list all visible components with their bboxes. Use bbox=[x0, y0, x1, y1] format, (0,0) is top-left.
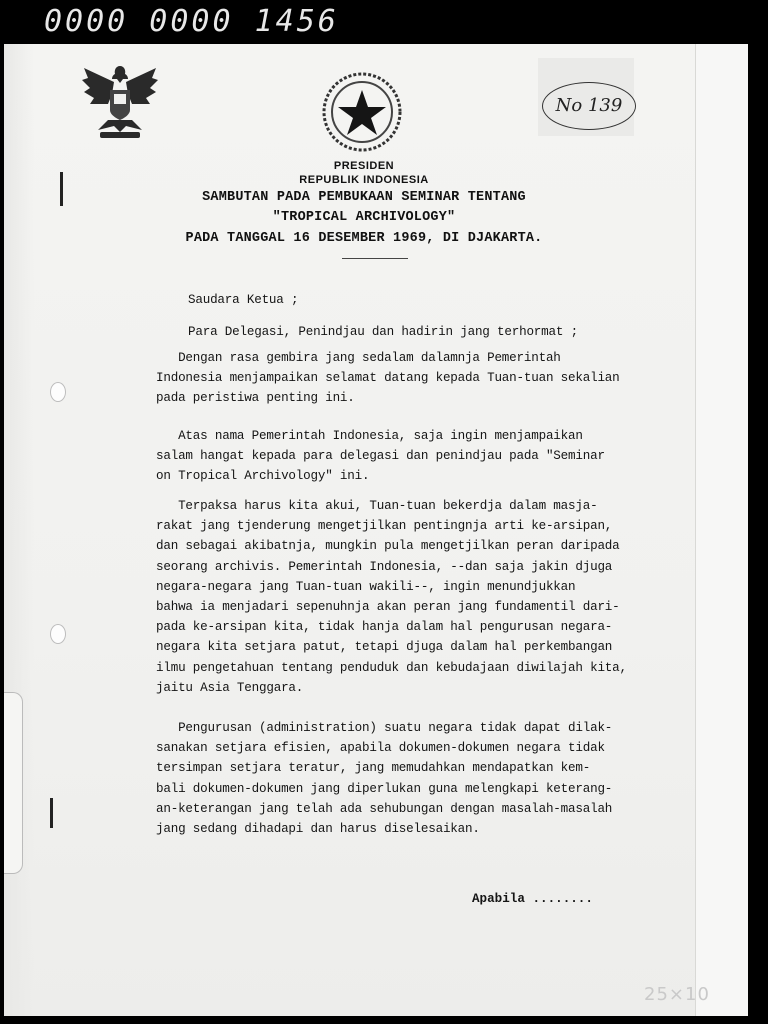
salutation bbox=[188, 322, 648, 342]
film-header bbox=[0, 0, 768, 44]
paragraph-line: ilmu pengetahuan tentang penduduk dan kebudajaan diwilajah kita, bbox=[156, 660, 627, 675]
paragraph-line: Terpaksa harus kita akui, Tuan-tuan bekerdja dalam masja- bbox=[156, 499, 598, 513]
speech-title-line1: SAMBUTAN PADA PEMBUKAAN SEMINAR TENTANG bbox=[202, 190, 526, 205]
presidential-star-seal-icon bbox=[320, 70, 404, 154]
paragraph-line: negara-negara jang Tuan-tuan wakili--, ingin menundjukkan bbox=[156, 579, 576, 594]
film-bottom-band bbox=[0, 1016, 768, 1024]
paragraph bbox=[156, 348, 620, 409]
paragraph bbox=[156, 496, 627, 698]
office-line-republik: REPUBLIK INDONESIA bbox=[299, 174, 429, 186]
office-line-presiden: PRESIDEN bbox=[333, 160, 395, 172]
binder-tab bbox=[4, 692, 23, 874]
paragraph-line: an-keterangan jang telah ada sehubungan dengan masalah-masalah bbox=[156, 801, 613, 816]
paragraph-line: Pengurusan (administration) suatu negara tidak dapat dilak- bbox=[156, 721, 613, 735]
document-number-stamp: No 139 bbox=[542, 82, 636, 130]
paragraph-line: negara kita setjara patut, tetapi djuga dalam hal perkembangan bbox=[156, 640, 613, 655]
paragraph-line: tersimpan setjara teratur, jang memudahkan mendapatkan kem- bbox=[156, 761, 591, 776]
paragraph-line: pada ke-arsipan kita, tidak hanja dalam hal pengurusan negara- bbox=[156, 620, 613, 635]
paragraph-line: bali dokumen-dokumen jang diperlukan guna melengkapi keterang- bbox=[156, 781, 613, 796]
film-frame-number: 0000 0000 1456 bbox=[44, 4, 339, 39]
paragraph-line: rakat jang tjenderung mengetjilkan pentingnja arti ke-arsipan, bbox=[156, 519, 613, 534]
paragraph-line: Dengan rasa gembira jang sedalam dalamnja Pemerintah bbox=[156, 351, 561, 365]
paragraph-line: sanakan setjara efisien, apabila dokumen-dokumen negara tidak bbox=[156, 741, 605, 756]
salutation-line: Para Delegasi, Penindjau dan hadirin jang terhormat ; bbox=[188, 325, 578, 339]
paragraph-line: Atas nama Pemerintah Indonesia, saja ingin menjampaikan bbox=[156, 429, 583, 443]
speech-title-line2: "TROPICAL ARCHIVOLOGY" bbox=[272, 210, 456, 225]
paragraph-line: seorang archivis. Pemerintah Indonesia, --dan saja jakin djuga bbox=[156, 559, 613, 574]
garuda-emblem-icon bbox=[78, 58, 162, 142]
document-page bbox=[4, 44, 748, 1016]
page-continuation-word: Apabila ........ bbox=[472, 892, 593, 906]
paragraph-line: salam hangat kepada para delegasi dan penindjau pada "Seminar bbox=[156, 449, 605, 464]
side-mark bbox=[60, 172, 63, 206]
paragraph-line: Indonesia menjampaikan selamat datang kepada Tuan-tuan sekalian bbox=[156, 371, 620, 386]
paragraph bbox=[156, 718, 616, 839]
title-divider bbox=[342, 258, 408, 259]
page-right-margin-strip bbox=[695, 44, 748, 1016]
paragraph bbox=[156, 426, 616, 487]
punch-hole-top bbox=[50, 382, 66, 402]
side-mark bbox=[50, 798, 53, 828]
paragraph-line: bahwa ia menjadari sepenuhnja akan peran jang fundamentil dari- bbox=[156, 600, 620, 615]
punch-hole-middle bbox=[50, 624, 66, 644]
salutation bbox=[188, 290, 648, 310]
reduction-ratio-mark: 25×10 bbox=[644, 984, 710, 1005]
paragraph-line: dan sebagai akibatnja, mungkin pula mengetjilkan peran daripada bbox=[156, 539, 620, 554]
speech-title-line3: PADA TANGGAL 16 DESEMBER 1969, DI DJAKARTA. bbox=[185, 231, 543, 246]
paragraph-line: on Tropical Archivology" ini. bbox=[156, 469, 370, 484]
paragraph-line: jang sedang dihadapi dan harus diselesaikan. bbox=[156, 822, 480, 837]
paragraph-line: jaitu Asia Tenggara. bbox=[156, 680, 304, 695]
paragraph-line: pada peristiwa penting ini. bbox=[156, 391, 355, 406]
salutation-line: Saudara Ketua ; bbox=[188, 293, 299, 307]
